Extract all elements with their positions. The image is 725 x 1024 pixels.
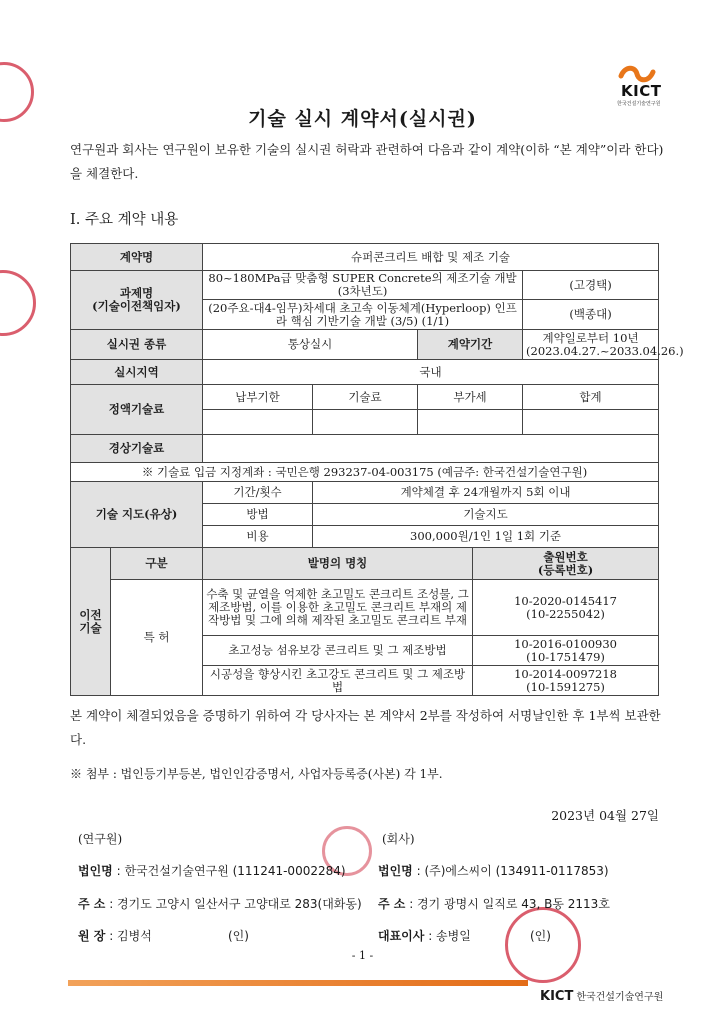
company-addr-line [378,895,610,912]
document-title: 기술 실시 계약서(실시권) [248,108,477,130]
license-type-label: 실시권 종류 [71,330,203,360]
guidance-key-0: 기간/횟수 [203,482,313,504]
transfer-label: 이전 기술 [71,548,111,696]
transfer-header-name: 발명의 명칭 [203,548,473,580]
footer-logo [540,985,663,1004]
company-corp-key: 법인명 [378,864,413,878]
contract-period-duration: 계약일로부터 10년 [542,330,639,345]
guidance-value-1: 기술지도 [313,504,659,526]
contract-table [70,243,684,696]
kict-logo-subtitle: 한국건설기술연구원 [617,101,661,107]
institute-head-value: : 김병석 [109,929,152,943]
institute-head-key: 원 장 [78,929,106,943]
patent-app-1: 10-2016-0100930 [514,636,617,651]
fee-total-cell [523,410,659,435]
fee-deadline-cell [203,410,313,435]
company-corp-value: : (주)에스씨이 (134911-0117853) [416,864,609,878]
company-seal-mark: (인) [530,929,551,943]
contract-period-dates: (2023.04.27.~2033.04.26.) [526,343,684,358]
seal-stamp-left-middle [0,270,36,336]
account-note: ※ 기술료 입금 지정계좌 : 국민은행 293237-04-003175 (예금주: 한국건설기술연구원) [71,463,659,482]
intro-paragraph: 연구원과 회사는 연구원이 보유한 기술의 실시권 허락과 관련하여 다음과 같이 계약(이하 “본 계약”이라 한다)을 체결한다. [70,142,664,181]
contract-name-label: 계약명 [71,244,203,271]
fee-vat-cell [418,410,523,435]
license-type-value: 통상실시 [203,330,418,360]
project-1-owner: (고경택) [523,271,659,300]
contract-period-label: 계약기간 [418,330,523,360]
company-head-key: 대표이사 [378,929,425,943]
transfer-header-type: 구분 [111,548,203,580]
patent-type: 특 허 [111,580,203,696]
patent-number-2 [473,666,659,696]
fee-col-total: 합계 [523,385,659,410]
institute-corp-value: : 한국건설기술연구원 (111241-0002284) [116,864,346,878]
company-corp-line [378,862,609,879]
footer-logo-text: KICT [540,989,574,1004]
institute-label: (연구원) [78,832,123,846]
region-label: 실시지역 [71,360,203,385]
institute-addr-value: : 경기도 고양시 일산서구 고양대로 283(대화동) [109,897,362,911]
guidance-key-2: 비용 [203,526,313,548]
institute-addr-line [78,895,362,912]
fee-col-fee: 기술료 [313,385,418,410]
project-1: 80~180MPa급 맞춤형 SUPER Concrete의 제조기술 개발(3차년도) [203,271,523,300]
patent-name-2: 시공성을 향상시킨 초고강도 콘크리트 및 그 제조방법 [203,666,473,696]
page-number: - 1 - [351,949,374,962]
transfer-header-number: 출원번호 (등록번호) [473,548,659,580]
institute-addr-key: 주 소 [78,897,106,911]
contract-name-value: 슈퍼콘크리트 배합 및 제조 기술 [203,244,659,271]
project-2-owner: (백종대) [523,300,659,330]
patent-reg-1: (10-1751479) [526,649,605,664]
contract-period-value [523,330,684,360]
patent-reg-2: (10-1591275) [526,679,605,694]
patent-app-0: 10-2020-0145417 [514,593,617,608]
company-addr-value: : 경기 광명시 일직로 43, B동 2113호 [409,897,610,911]
patent-name-0: 수축 및 균열을 억제한 초고밀도 콘크리트 조성물, 그 제조방법, 이를 이용한 초고밀도 콘크리트 부재의 제작방법 및 그에 의해 제작된 초고밀도 콘크리트 부재 [203,580,473,636]
kict-logo-text: KICT [621,82,662,100]
company-head-value: : 송병일 [428,929,471,943]
project-2: (20주요-대4-임무)차세대 초고속 이동체계(Hyperloop) 인프라 핵심 기반기술 개발 (3/5) (1/1) [203,300,523,330]
company-addr-key: 주 소 [378,897,406,911]
seal-stamp-company [505,907,581,983]
institute-seal-mark: (인) [228,929,249,943]
closing-paragraph: 본 계약이 체결되었음을 증명하기 위하여 각 당사자는 본 계약서 2부를 작성하여 서명날인한 후 1부씩 보관한다. [70,708,661,747]
institute-head-line [78,927,152,944]
fee-amount-cell [313,410,418,435]
patent-app-2: 10-2014-0097218 [514,666,617,681]
region-value: 국내 [203,360,659,385]
fee-col-deadline: 납부기한 [203,385,313,410]
guidance-label: 기술 지도(유상) [71,482,203,548]
project-label: 과제명 (기술이전책임자) [71,271,203,330]
patent-reg-0: (10-2255042) [526,606,605,621]
institute-corp-line [78,862,346,879]
running-fee-label: 경상기술료 [71,435,203,463]
footer-logo-subtitle: 한국건설기술연구원 [576,992,664,1003]
running-fee-value [203,435,659,463]
section-title: I. 주요 계약 내용 [70,212,179,228]
footer-bar [68,980,528,986]
institute-corp-key: 법인명 [78,864,113,878]
guidance-key-1: 방법 [203,504,313,526]
guidance-value-2: 300,000원/1인 1일 1회 기준 [313,526,659,548]
fixed-fee-label: 정액기술료 [71,385,203,435]
company-head-line [378,927,471,944]
patent-name-1: 초고성능 섬유보강 콘크리트 및 그 제조방법 [203,636,473,666]
patent-number-1 [473,636,659,666]
contract-date: 2023년 04월 27일 [551,808,659,823]
company-label: (회사) [382,832,415,846]
fee-col-vat: 부가세 [418,385,523,410]
patent-number-0 [473,580,659,636]
guidance-value-0: 계약체결 후 24개월까지 5회 이내 [313,482,659,504]
kict-logo [603,58,683,108]
attachment-note: ※ 첨부 : 법인등기부등본, 법인인감증명서, 사업자등록증(사본) 각 1부. [70,767,443,781]
